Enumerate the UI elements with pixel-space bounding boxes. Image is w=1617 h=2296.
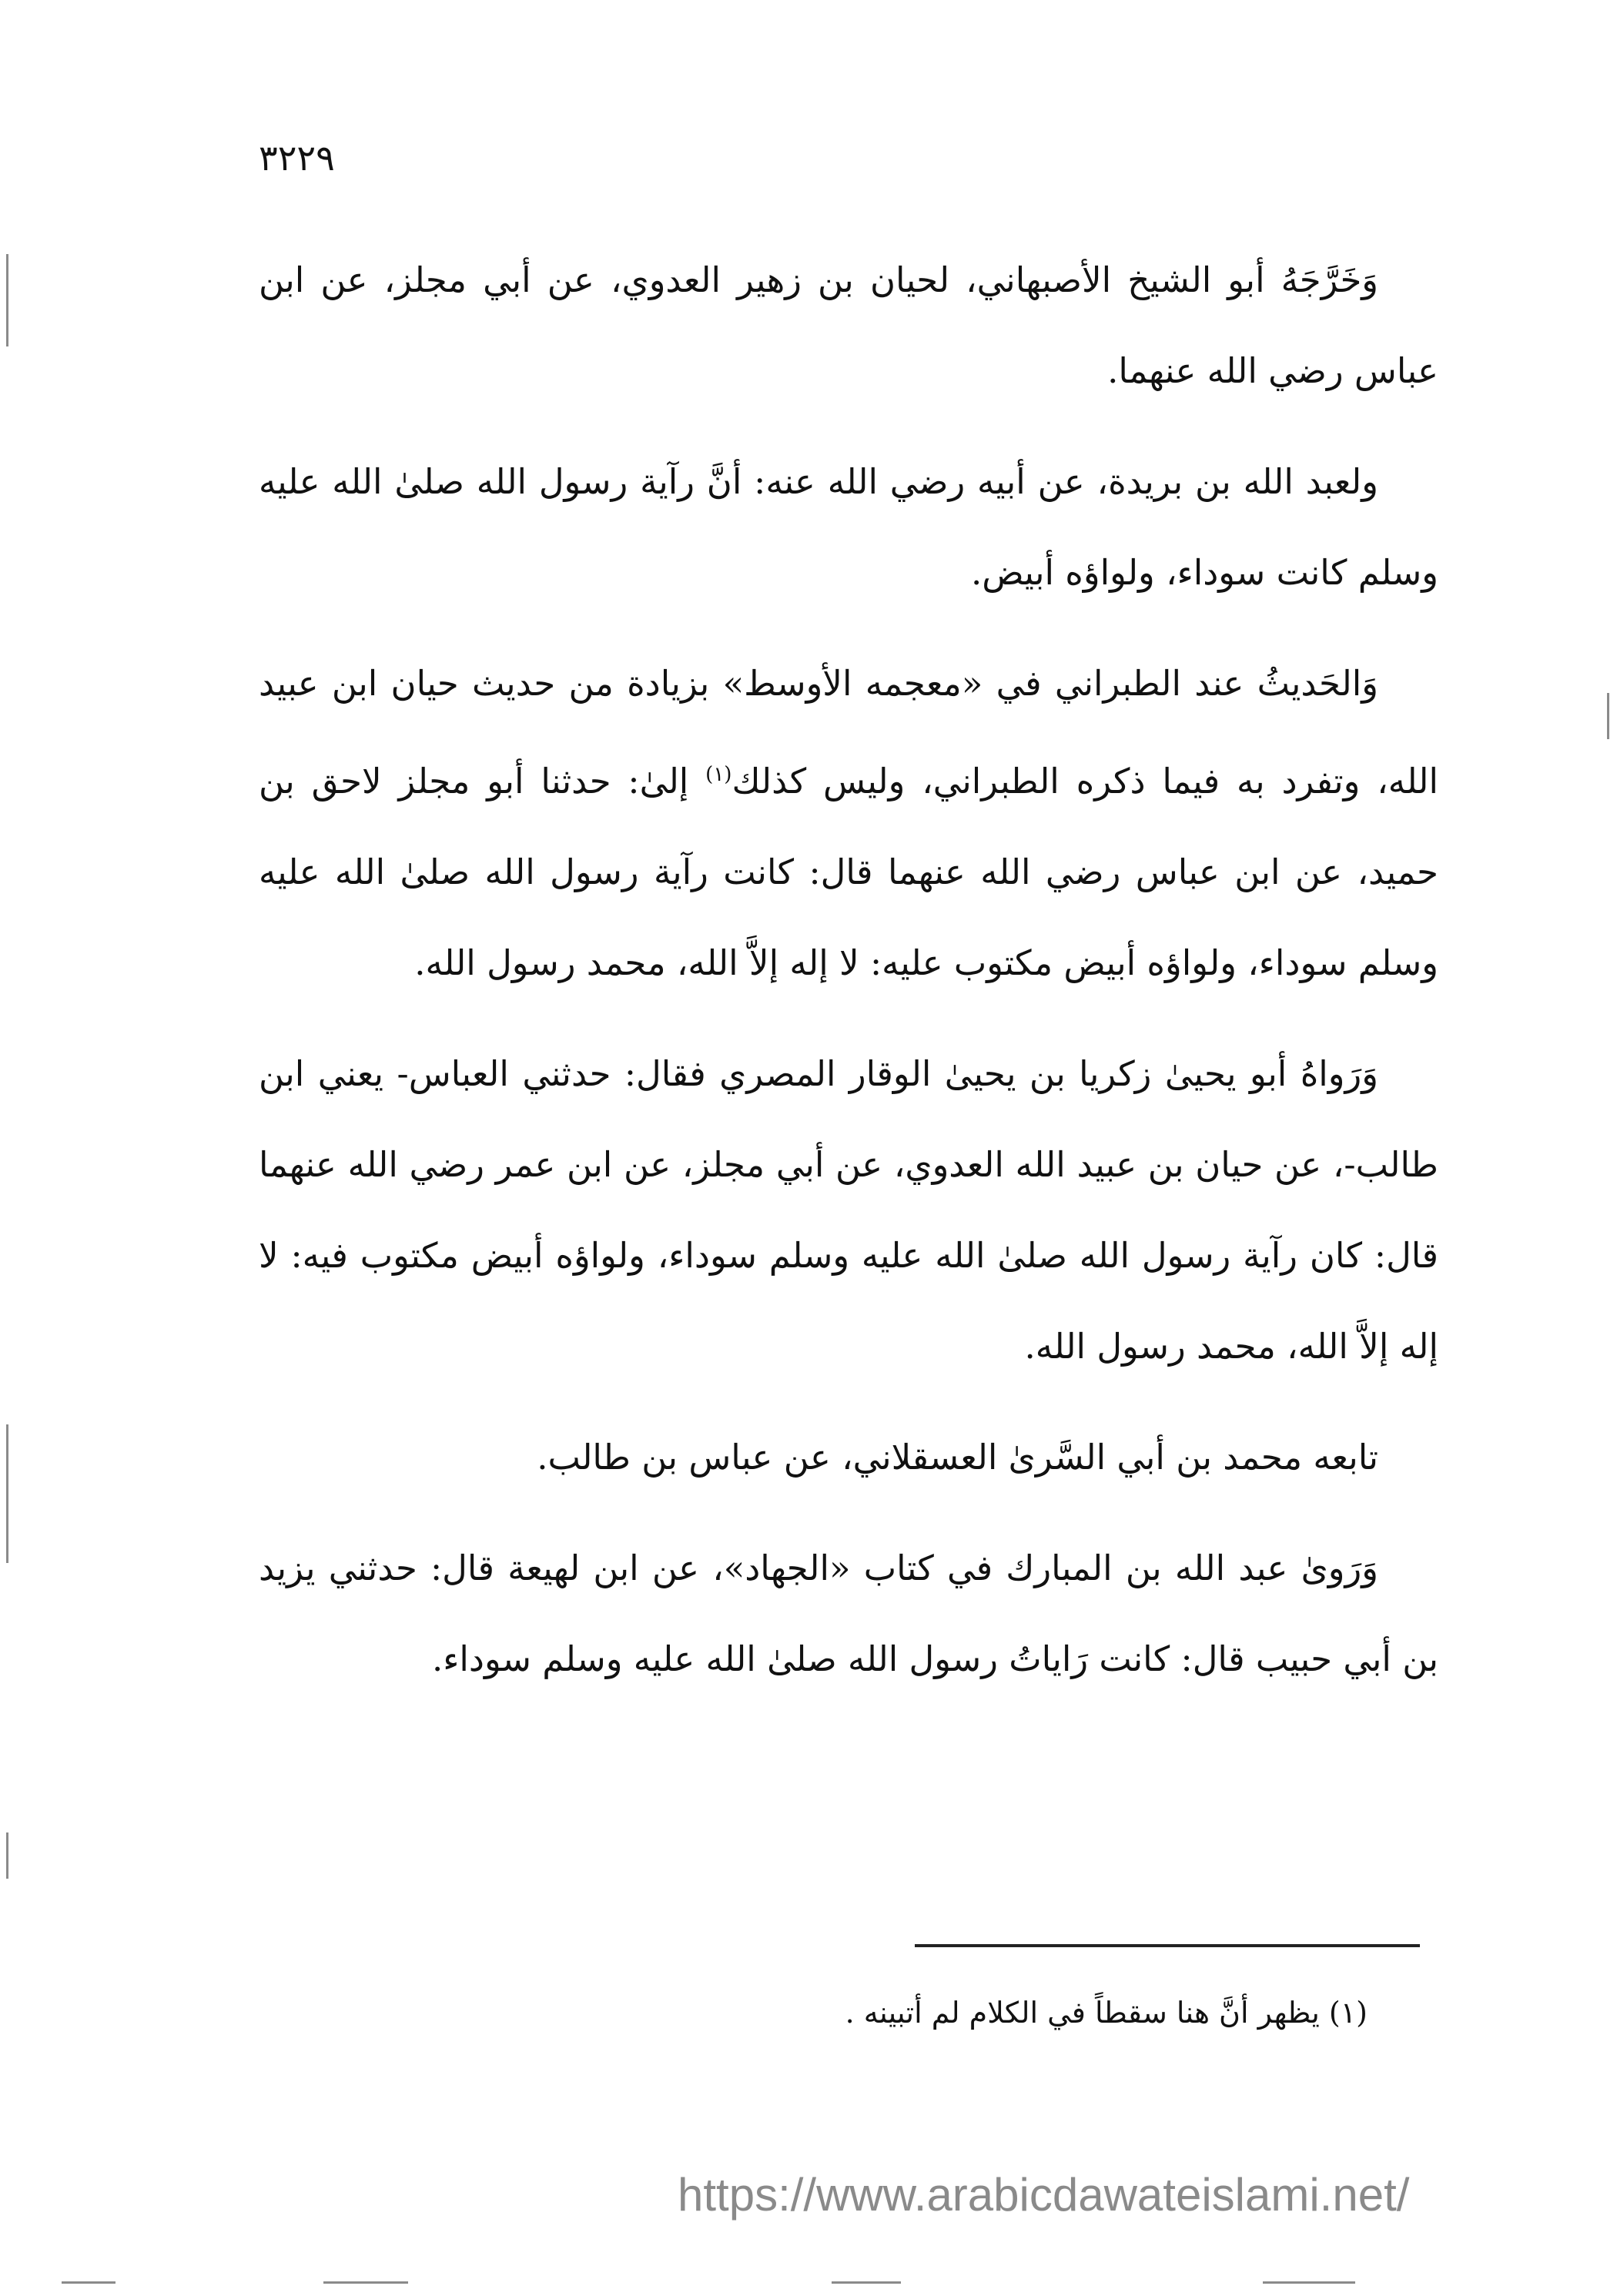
scan-edge-bottom <box>62 2281 116 2284</box>
scan-edge-left <box>6 1424 8 1563</box>
scan-edge-bottom <box>323 2281 408 2284</box>
source-watermark: https://www.arabicdawateislami.net/ <box>678 2169 1410 2221</box>
footnote: (١) يظهر أنَّ هنا سقطاً في الكلام لم أتبينه . <box>845 1996 1368 2030</box>
paragraph-3-part-b: إلىٰ: حدثنا أبو مجلز لاحق بن حميد، عن ابن عباس رضي الله عنهما قال: كانت رآية رسول الله صلىٰ الله عليه وسلم سوداء، ولواؤه أبيض مكتوب عليه: لا إله إلاَّ الله، محمد رسول الله. <box>259 761 1438 983</box>
paragraph-6: وَرَوىٰ عبد الله بن المبارك في كتاب «الجهاد»، عن ابن لهيعة قال: حدثني يزيد بن أبي حبيب قال: كانت رَاياتُ رسول الله صلىٰ الله عليه وسلم سوداء. <box>259 1548 1438 1679</box>
footnote-marker: (١) <box>705 763 732 786</box>
paragraph-2: ولعبد الله بن بريدة، عن أبيه رضي الله عنه: أنَّ رآية رسول الله صلىٰ الله عليه وسلم كانت سوداء، ولواؤه أبيض. <box>259 461 1438 593</box>
paragraph-3-part-a: وَالحَديثُ عند الطبراني في «معجمه الأوسط» بزيادة من حديث حيان ابن عبيد الله، وتفرد به فيما ذكره الطبراني، وليس كذلك <box>259 663 1438 802</box>
scan-edge-right <box>1607 693 1609 739</box>
paragraph-1: وَخَرَّجَهُ أبو الشيخ الأصبهاني، لحيان بن زهير العدوي، عن أبي مجلز، عن ابن عباس رضي الله عنهما. <box>259 259 1438 391</box>
paragraph-4: وَرَواهُ أبو يحيىٰ زكريا بن يحيىٰ الوقار المصري فقال: حدثني العباس- يعني ابن طالب-، عن حيان بن عبيد الله العدوي، عن أبي مجلز، عن ابن عمر رضي الله عنهما قال: كان رآية رسول الله صلىٰ الله عليه وسلم سوداء، ولواؤه أبيض مكتوب فيه: لا إله إلاَّ الله، محمد رسول الله. <box>259 1053 1438 1367</box>
paragraph-5: تابعه محمد بن أبي السَّرىٰ العسقلاني، عن عباس بن طالب. <box>537 1437 1378 1478</box>
scan-edge-left <box>6 254 8 346</box>
footnote-divider <box>915 1944 1420 1947</box>
page-number: ٣٢٢٩ <box>259 137 335 179</box>
scan-edge-bottom <box>1263 2281 1355 2284</box>
paragraph-3 <box>259 638 1438 1009</box>
scan-edge-left <box>6 1832 8 1879</box>
scan-edge-bottom <box>832 2281 901 2284</box>
main-text <box>259 235 1438 1725</box>
